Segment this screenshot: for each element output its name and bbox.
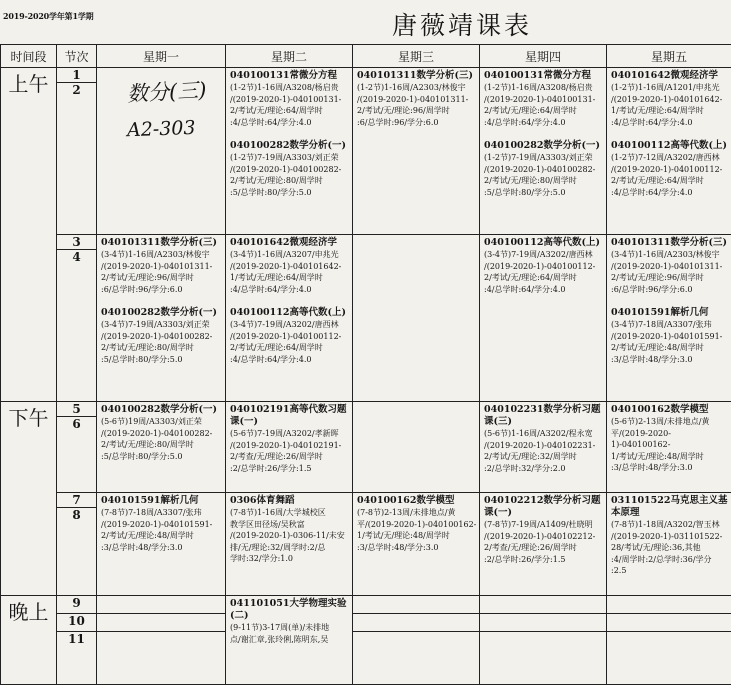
cell-wed-3-4 bbox=[353, 235, 480, 402]
course-detail-line: /(2019-2020-1)-040100282- bbox=[101, 331, 213, 341]
col-header-tue: 星期二 bbox=[226, 45, 353, 68]
cell-thu-5-6 bbox=[480, 402, 607, 493]
course-name: 040100131常微分方程 bbox=[484, 70, 591, 81]
cell-mon-5-6 bbox=[97, 402, 226, 493]
course-detail-line: 1/考试/无/理论:64/周学时 bbox=[611, 106, 704, 115]
course-entry[interactable] bbox=[226, 596, 352, 646]
course-name: 040100131常微分方程 bbox=[230, 70, 337, 81]
course-detail-line: 1/考试/无/理论:48/周学时 bbox=[611, 451, 704, 461]
cell-wed-5-6 bbox=[353, 402, 480, 493]
course-detail-line: 点/谢汇章,张玲俐,陈明东,吴 bbox=[230, 634, 329, 644]
course-detail-line: 2/考试/无/理论:80/周学时 bbox=[101, 440, 194, 449]
handwritten-note-room: A2-303 bbox=[126, 116, 196, 142]
course-detail-line: 2/考试/无/理论:64/周学时 bbox=[484, 273, 577, 282]
course-detail-line: 2/考试/无/理论:48/周学时 bbox=[101, 531, 194, 540]
course-detail-line: 2/考试/无/理论:32/周学时 bbox=[484, 452, 577, 461]
col-header-fri: 星期五 bbox=[607, 45, 731, 68]
course-detail-line: (5-6节)2-13周/未排地点/黄 bbox=[611, 417, 710, 426]
cell-mon-10 bbox=[97, 614, 226, 632]
cell-thu-1-2 bbox=[480, 68, 607, 235]
course-entry[interactable] bbox=[97, 305, 225, 366]
cell-tue-9-11 bbox=[226, 596, 353, 685]
cell-fri-9 bbox=[607, 596, 731, 614]
course-detail-line: 2/考试/无/理论:96/周学时 bbox=[101, 273, 194, 282]
course-entry[interactable] bbox=[226, 138, 352, 199]
course-detail-line: :6/总学时:96/学分:6.0 bbox=[611, 284, 693, 294]
course-entry[interactable] bbox=[353, 68, 479, 129]
slot-number: 5 bbox=[57, 402, 97, 417]
course-entry[interactable] bbox=[97, 402, 225, 463]
cell-fri-3-4 bbox=[607, 235, 731, 402]
course-detail-line: (1-2节)1-16周/A1201/申兆光 bbox=[611, 83, 720, 92]
course-detail-line: 学时:32/学分:1.0 bbox=[230, 554, 293, 563]
cell-mon-7-8 bbox=[97, 493, 226, 596]
course-detail-line: :4/总学时:64/学分:4.0 bbox=[611, 117, 693, 127]
course-detail-line: /(2019-2020-1)-040102212- bbox=[484, 531, 596, 541]
course-detail-line: :4/周学时:2/总学时:36/学分 bbox=[611, 554, 712, 564]
course-detail-line: :2/总学时:32/学分:2.0 bbox=[484, 463, 566, 473]
course-detail-line: (7-8节)1-16周/大学城校区 bbox=[230, 508, 326, 517]
course-detail-line: (3-4节)7-18周/A3307/张玮 bbox=[611, 320, 712, 329]
course-detail-line: /(2019-2020-1)-040100282- bbox=[484, 164, 596, 174]
course-name: 0306体育舞蹈 bbox=[230, 495, 295, 506]
course-detail-line: :4/总学时:64/学分:4.0 bbox=[484, 284, 566, 294]
course-detail-line: :4/总学时:64/学分:4.0 bbox=[230, 284, 312, 294]
course-detail-line: (1-2节)1-16周/A3208/杨启贵 bbox=[230, 83, 339, 92]
course-detail-line: /(2019-2020-1)-040100112- bbox=[484, 261, 596, 271]
course-detail-line: (7-8节)2-13周/未排地点/黄 bbox=[357, 508, 456, 517]
course-name: 040100112高等代数(上) bbox=[484, 237, 600, 248]
course-detail-line: 2/考试/无/理论:96/周学时 bbox=[357, 106, 450, 115]
cell-tue-1-2 bbox=[226, 68, 353, 235]
course-entry[interactable] bbox=[480, 493, 606, 566]
course-detail-line: /(2019-2020-1)-040101642- bbox=[230, 261, 342, 271]
course-detail-line: /(2019-2020-1)-040102191- bbox=[230, 440, 342, 450]
course-detail-line: :5/总学时:80/学分:5.0 bbox=[484, 187, 566, 197]
cell-wed-7-8 bbox=[353, 493, 480, 596]
course-detail-line: 2/考试/无/理论:64/周学时 bbox=[611, 176, 704, 185]
course-detail-line: 1/考试/无/理论:64/周学时 bbox=[230, 273, 323, 282]
cell-tue-3-4 bbox=[226, 235, 353, 402]
course-entry[interactable] bbox=[607, 235, 731, 296]
page-title: 唐薇靖课表 bbox=[392, 11, 533, 40]
course-entry[interactable] bbox=[226, 68, 352, 129]
course-entry[interactable] bbox=[226, 402, 352, 475]
course-name: 040100112高等代数(上) bbox=[611, 140, 727, 151]
timetable bbox=[0, 44, 731, 685]
course-detail-line: (7-8节)1-18周/A3202/智玉林 bbox=[611, 520, 720, 529]
course-entry[interactable] bbox=[353, 493, 479, 554]
slot-number: 8 bbox=[57, 508, 97, 596]
cell-thu-9 bbox=[480, 596, 607, 614]
course-entry[interactable] bbox=[226, 493, 352, 566]
course-detail-line: /(2019-2020-1)-040100112- bbox=[611, 164, 723, 174]
course-name: 040100162数学模型 bbox=[611, 404, 709, 415]
course-name: 040100282数学分析(一) bbox=[101, 404, 217, 415]
cell-thu-10 bbox=[480, 614, 607, 632]
course-detail-line: (3-4节)1-16周/A2303/林俊宇 bbox=[611, 250, 720, 259]
course-detail-line: 2/考试/无/理论:80/周学时 bbox=[484, 176, 577, 185]
course-detail-line: /(2019-2020-1)-040100282- bbox=[230, 164, 342, 174]
course-detail-line: /(2019-2020-1)-040101311- bbox=[101, 261, 213, 271]
course-name: 031101522马克思主义基本原理 bbox=[611, 495, 728, 518]
course-detail-line: (5-6节)7-19周/A3202/孝新晖 bbox=[230, 429, 339, 438]
course-detail-line: 2/考查/无/理论:26/周学时 bbox=[484, 543, 577, 552]
slot-number: 6 bbox=[57, 417, 97, 493]
course-name: 040102231数学分析习题课(三) bbox=[484, 404, 601, 427]
col-header-mon: 星期一 bbox=[97, 45, 226, 68]
course-detail-line: 2/考试/无/理论:64/周学时 bbox=[484, 106, 577, 115]
course-name: 040101642微观经济学 bbox=[230, 237, 337, 248]
course-detail-line: (7-8节)7-19周/A1409/杜晓明 bbox=[484, 520, 593, 529]
course-entry[interactable] bbox=[607, 402, 731, 475]
cell-mon-3-4 bbox=[97, 235, 226, 402]
header-row bbox=[1, 45, 731, 68]
course-name: 040100282数学分析(一) bbox=[101, 307, 217, 318]
course-detail-line: (1-2节)7-19周/A3303/刘正荣 bbox=[230, 153, 339, 162]
course-detail-line: 平/(2019-2020-1)-040100162- bbox=[357, 519, 477, 529]
course-detail-line: :2/总学时:26/学分:1.5 bbox=[230, 463, 312, 473]
col-header-slot: 节次 bbox=[57, 45, 97, 68]
course-detail-line: :5/总学时:80/学分:5.0 bbox=[101, 451, 183, 461]
slot-number: 4 bbox=[57, 250, 97, 402]
period-afternoon: 下午 bbox=[1, 402, 57, 596]
course-name: 040102191高等代数习题课(一) bbox=[230, 404, 347, 427]
course-entry[interactable] bbox=[97, 235, 225, 296]
course-detail-line: (3-4节)7-19周/A3202/唐西林 bbox=[484, 250, 593, 259]
course-entry[interactable] bbox=[97, 493, 225, 554]
course-detail-line: /(2019-2020-1)-040101591- bbox=[101, 519, 213, 529]
course-name: 040101311数学分析(三) bbox=[611, 237, 727, 248]
course-detail-line: :3/总学时:48/学分:3.0 bbox=[611, 354, 693, 364]
slot-number: 7 bbox=[57, 493, 97, 508]
slot-number: 1 bbox=[57, 68, 97, 83]
course-detail-line: 教学区田径场/吴秋富 bbox=[230, 519, 305, 529]
course-detail-line: (3-4节)1-16周/A3207/申兆光 bbox=[230, 250, 339, 259]
course-entry[interactable] bbox=[226, 305, 352, 366]
course-detail-line: :4/总学时:64/学分:4.0 bbox=[484, 117, 566, 127]
course-detail-line: /(2019-2020-1)-040100131- bbox=[484, 94, 596, 104]
period-evening: 晚上 bbox=[1, 596, 57, 685]
course-detail-line: 28/考试/无/理论:36,其他 bbox=[611, 543, 701, 552]
course-detail-line: 2/考试/无/理论:80/周学时 bbox=[230, 176, 323, 185]
course-detail-line: (5-6节)19周/A3303/刘正荣 bbox=[101, 417, 202, 426]
course-detail-line: :2/总学时:26/学分:1.5 bbox=[484, 554, 566, 564]
course-name: 040100282数学分析(一) bbox=[230, 140, 346, 151]
course-name: 040100282数学分析(一) bbox=[484, 140, 600, 151]
cell-wed-9 bbox=[353, 596, 480, 614]
cell-mon-9 bbox=[97, 596, 226, 614]
course-detail-line: (3-4节)7-19周/A3202/唐西林 bbox=[230, 320, 339, 329]
course-detail-line: 2/考试/无/理论:96/周学时 bbox=[611, 273, 704, 282]
cell-thu-11 bbox=[480, 632, 607, 685]
cell-thu-3-4 bbox=[480, 235, 607, 402]
cell-wed-1-2 bbox=[353, 68, 480, 235]
col-header-period: 时间段 bbox=[1, 45, 57, 68]
slot-number: 3 bbox=[57, 235, 97, 250]
course-detail-line: (5-6节)1-16周/A3202/程永宽 bbox=[484, 429, 593, 438]
course-detail-line: 2/考试/无/理论:64/周学时 bbox=[230, 106, 323, 115]
course-detail-line: 平/(2019-2020-1)-040100162- bbox=[611, 428, 671, 449]
course-detail-line: 2/考查/无/理论:26/周学时 bbox=[230, 452, 323, 461]
course-detail-line: /(2019-2020-1)-040101311- bbox=[611, 261, 723, 271]
course-entry[interactable] bbox=[480, 68, 606, 129]
course-entry[interactable] bbox=[607, 68, 731, 129]
slot-number: 2 bbox=[57, 83, 97, 235]
course-name: 040101311数学分析(三) bbox=[101, 237, 217, 248]
course-name: 040101591解析几何 bbox=[101, 495, 199, 506]
course-entry[interactable] bbox=[226, 235, 352, 296]
semester-label: 2019-2020学年第1学期 bbox=[3, 11, 94, 21]
course-name: 040101591解析几何 bbox=[611, 307, 709, 318]
cell-fri-1-2 bbox=[607, 68, 731, 235]
course-name: 041101051大学物理实验(二) bbox=[230, 598, 347, 621]
course-detail-line: :3/总学时:48/学分:3.0 bbox=[611, 463, 693, 472]
course-detail-line: /(2019-2020-1)-040101311- bbox=[357, 94, 469, 104]
cell-mon-11 bbox=[97, 632, 226, 685]
course-detail-line: :4/总学时:64/学分:4.0 bbox=[230, 354, 312, 364]
course-detail-line: /(2019-2020-1)-040100282- bbox=[101, 428, 213, 438]
cell-tue-5-6 bbox=[226, 402, 353, 493]
col-header-thu: 星期四 bbox=[480, 45, 607, 68]
course-detail-line: :6/总学时:96/学分:6.0 bbox=[357, 117, 439, 127]
cell-wed-10 bbox=[353, 614, 480, 632]
course-detail-line: 2/考试/无/理论:80/周学时 bbox=[101, 343, 194, 352]
slot-number: 11 bbox=[57, 632, 97, 685]
course-detail-line: 2/考试/无/理论:64/周学时 bbox=[230, 343, 323, 352]
cell-fri-10 bbox=[607, 614, 731, 632]
course-name: 040100112高等代数(上) bbox=[230, 307, 346, 318]
course-detail-line: (1-2节)1-16周/A2303/林俊宇 bbox=[357, 83, 466, 92]
slot-number: 10 bbox=[57, 614, 97, 632]
course-name: 040101311数学分析(三) bbox=[357, 70, 473, 81]
course-detail-line: 1/考试/无/理论:48/周学时 bbox=[357, 531, 450, 540]
cell-thu-7-8 bbox=[480, 493, 607, 596]
course-entry[interactable] bbox=[607, 305, 731, 366]
course-detail-line: (3-4节)7-19周/A3303/刘正荣 bbox=[101, 320, 210, 329]
course-detail-line: (3-4节)1-16周/A2303/林俊宇 bbox=[101, 250, 210, 259]
slot-number: 9 bbox=[57, 596, 97, 614]
course-name: 040101642微观经济学 bbox=[611, 70, 718, 81]
course-detail-line: /(2019-2020-1)-040101591- bbox=[611, 331, 723, 341]
course-entry[interactable] bbox=[480, 402, 606, 475]
course-detail-line: (9-11节)3-17周(单)/未排地 bbox=[230, 623, 330, 632]
course-name: 040102212数学分析习题课(一) bbox=[484, 495, 601, 518]
col-header-wed: 星期三 bbox=[353, 45, 480, 68]
course-detail-line: :4/总学时:64/学分:4.0 bbox=[230, 117, 312, 127]
course-detail-line: :5/总学时:80/学分:5.0 bbox=[230, 187, 312, 197]
course-detail-line: /(2019-2020-1)-031101522- bbox=[611, 531, 723, 541]
course-detail-line: /(2019-2020-1)-0306-11/未安 bbox=[230, 531, 345, 540]
handwritten-note-course: 数分(三) bbox=[126, 77, 208, 107]
course-entry[interactable] bbox=[607, 493, 731, 578]
cell-fri-5-6 bbox=[607, 402, 731, 493]
cell-fri-7-8 bbox=[607, 493, 731, 596]
course-detail-line: (1-2节)7-19周/A3303/刘正荣 bbox=[484, 153, 593, 162]
cell-wed-11 bbox=[353, 632, 480, 685]
course-detail-line: 2/考试/无/理论:48/周学时 bbox=[611, 343, 704, 352]
course-detail-line: (1-2节)7-12周/A3202/唐西林 bbox=[611, 153, 720, 162]
course-detail-line: :4/总学时:64/学分:4.0 bbox=[611, 187, 693, 197]
course-detail-line: :3/总学时:48/学分:3.0 bbox=[357, 542, 439, 552]
course-detail-line: /(2019-2020-1)-040101642- bbox=[611, 94, 723, 104]
course-detail-line: /(2019-2020-1)-040100112- bbox=[230, 331, 342, 341]
course-entry[interactable] bbox=[607, 138, 731, 199]
course-detail-line: :6/总学时:96/学分:6.0 bbox=[101, 284, 183, 294]
cell-fri-11 bbox=[607, 632, 731, 685]
course-detail-line: :5/总学时:80/学分:5.0 bbox=[101, 354, 183, 364]
course-entry[interactable] bbox=[480, 235, 606, 296]
cell-tue-7-8 bbox=[226, 493, 353, 596]
course-name: 040100162数学模型 bbox=[357, 495, 455, 506]
course-detail-line: /(2019-2020-1)-040102231- bbox=[484, 440, 596, 450]
course-detail-line: (1-2节)1-16周/A3208/杨启贵 bbox=[484, 83, 593, 92]
course-detail-line: :3/总学时:48/学分:3.0 bbox=[101, 542, 183, 552]
course-entry[interactable] bbox=[480, 138, 606, 199]
course-detail-line: (7-8节)7-18周/A3307/张玮 bbox=[101, 508, 202, 517]
course-detail-line: /(2019-2020-1)-040100131- bbox=[230, 94, 342, 104]
period-morning: 上午 bbox=[1, 68, 57, 402]
course-detail-line: :2.5 bbox=[611, 566, 627, 575]
course-detail-line: 排/无/理论:32/周学时:2/总 bbox=[230, 542, 326, 552]
cell-mon-1-2 bbox=[97, 68, 226, 235]
